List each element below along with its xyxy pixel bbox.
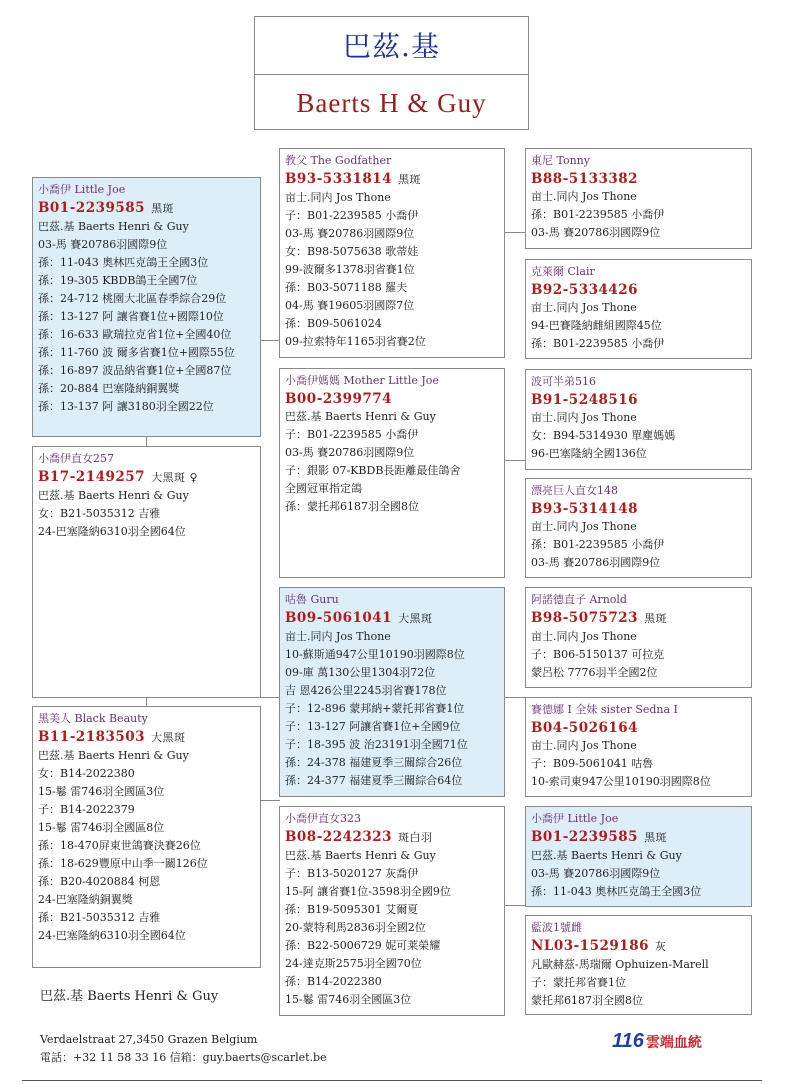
pedigree-line: 孫：B21-5035312 吉雅 — [38, 911, 161, 924]
ring-number-text: B01-2239585 — [38, 200, 146, 216]
pedigree-line: 孫：11-043 奧林匹克鴿王全國3位 — [38, 256, 209, 269]
pedigree-line: 孫：18-470屏東世鴿賽決賽26位 — [38, 839, 201, 852]
color-note: 灰 — [654, 940, 667, 953]
ring-number-text: B01-2239585 — [531, 829, 639, 845]
pedigree-line: 巴茲.基 Baerts Henri & Guy — [285, 410, 436, 423]
pedigree-line: 03-馬 賽20786羽國際9位 — [531, 226, 661, 239]
connector — [505, 905, 525, 906]
pedigree-line: 03-馬 賽20786羽國際9位 — [38, 238, 168, 251]
ring-number-text: B88-5133382 — [531, 171, 639, 187]
address-line: Verdaelstraat 27,3450 Grazen Belgium — [40, 1033, 258, 1046]
pedigree-line: 子：B01-2239585 小喬伊 — [285, 428, 419, 441]
bird-name: 小喬伊 Little Joe — [531, 812, 619, 825]
pedigree-line: 孫：11-043 奧林匹克鴿王全國3位 — [531, 885, 702, 898]
pedigree-line: 亩士.同内 Jos Thone — [531, 739, 637, 752]
pedigree-line: 吉 恩426公里2245羽省賽178位 — [285, 684, 447, 697]
pedigree-line: 亩士.同内 Jos Thone — [531, 411, 637, 424]
pedigree-box-dam — [279, 368, 505, 578]
pedigree-line: 孫：B01-2239585 小喬伊 — [531, 208, 665, 221]
logo-text: 雲端血統 — [645, 1034, 702, 1050]
brand-logo — [612, 1030, 722, 1056]
pedigree-line: 15-鬈 雷746羽全國區3位 — [38, 785, 165, 798]
pedigree-line: 03-馬 賽20786羽國際9位 — [285, 227, 415, 240]
pedigree-line: 99-波爾多1378羽省賽1位 — [285, 263, 415, 276]
pedigree-line: 孫：B03-5071188 羅夫 — [285, 281, 408, 294]
pedigree-line: 10-蘇斯通947公里10190羽國際8位 — [285, 648, 465, 661]
pedigree-line: 孫：16-633 歐瑞拉克省1位+全國40位 — [38, 328, 232, 341]
pedigree-line: 15-阿 讓省賽1位-3598羽全國9位 — [285, 885, 451, 898]
bird-name: 小喬伊直女257 — [38, 452, 114, 465]
bird-name: 東尼 Tonny — [531, 154, 590, 167]
pedigree-line: 巴茲.基 Baerts Henri & Guy — [285, 849, 436, 862]
color-note: 黑斑 — [644, 612, 668, 625]
pedigree-line: 子：B01-2239585 小喬伊 — [285, 209, 419, 222]
pedigree-line: 子：18-395 波 治23191羽全國71位 — [285, 738, 468, 751]
connector — [260, 697, 280, 698]
bird-name: 漂亮巨人直女148 — [531, 484, 618, 497]
color-note: 黑斑 — [398, 173, 422, 186]
color-note: 黑斑 — [644, 831, 668, 844]
ring-number — [531, 391, 747, 409]
ring-number — [285, 609, 500, 628]
color-note: 大黑斑 — [398, 612, 433, 625]
ring-number — [531, 719, 747, 737]
pedigree-line: 女：B21-5035312 吉雅 — [38, 507, 161, 520]
ring-number — [531, 828, 747, 847]
logo-number: 116 — [612, 1030, 644, 1052]
bird-name: 黑美人 Black Beauty — [38, 712, 148, 725]
bird-name: 小喬伊直女323 — [285, 812, 361, 825]
ring-number-text: B09-5061041 — [285, 610, 393, 626]
pedigree-line: 孫：蒙托邦6187羽全國8位 — [285, 500, 419, 513]
pedigree-line: 亩士.同内 Jos Thone — [531, 301, 637, 314]
ring-number-text: B93-5314148 — [531, 501, 639, 517]
pedigree-line: 孫：B22-5006729 妮可莱榮耀 — [285, 939, 441, 952]
bird-name: 阿諾德直子 Arnold — [531, 593, 627, 606]
pedigree-line: 全國冠軍指定鴿 — [285, 482, 362, 495]
connector — [505, 697, 525, 698]
pedigree-line: 亩士.同内 Jos Thone — [285, 630, 391, 643]
pedigree-line: 孫：11-760 波 爾多省賽1位+國際55位 — [38, 346, 235, 359]
ring-number — [531, 500, 747, 518]
pedigree-line: 巴茲.基 Baerts Henri & Guy — [38, 220, 189, 233]
owner-label: 巴茲.基 Baerts Henri & Guy — [40, 989, 219, 1004]
ring-number-text: B04-5026164 — [531, 720, 639, 736]
color-note: 大黑斑 — [151, 731, 186, 744]
pedigree-line: 孫：16-897 波品納省賽1位+全國87位 — [38, 364, 232, 377]
pedigree-line: 96-巴塞隆納全國136位 — [531, 447, 647, 460]
color-note: 斑白羽 — [398, 831, 433, 844]
address-block — [40, 1031, 327, 1067]
pedigree-box-sire-sire — [525, 148, 752, 249]
ring-number-text: B00-2399774 — [285, 391, 393, 407]
pedigree-line: 女：B98-5075638 歌蒂娃 — [285, 245, 419, 258]
pedigree-line: 孫：13-137 阿 讓3180羽全國22位 — [38, 400, 214, 413]
ring-number — [531, 170, 747, 188]
ring-number — [285, 390, 500, 408]
bird-name: 克萊爾 Clair — [531, 265, 595, 278]
pedigree-box-black-beauty — [32, 706, 261, 968]
ring-number — [38, 468, 256, 487]
pedigree-line: 亩士.同内 Jos Thone — [531, 630, 637, 643]
divider — [22, 1080, 762, 1081]
ring-number-text: B91-5248516 — [531, 392, 639, 408]
pedigree-box-dam-dam — [525, 478, 752, 578]
pedigree-line: 孫：B01-2239585 小喬伊 — [531, 538, 665, 551]
pedigree-box-dam-sire — [525, 369, 752, 470]
ring-number-text: B17-2149257 — [38, 469, 146, 485]
ring-number-text: B92-5334426 — [531, 282, 639, 298]
ring-number — [531, 281, 747, 299]
pedigree-box-sire — [279, 148, 505, 358]
ring-number — [38, 199, 256, 218]
pedigree-line: 孫：B19-5095301 艾爾夏 — [285, 903, 419, 916]
ring-number — [38, 728, 256, 747]
ring-number — [531, 937, 747, 956]
pedigree-line: 孫：B01-2239585 小喬伊 — [531, 337, 665, 350]
color-note: 黑斑 — [151, 202, 175, 215]
pedigree-line: 蒙呂松 7776羽半全國2位 — [531, 666, 658, 679]
title-box — [254, 16, 529, 130]
pedigree-box-guru — [279, 587, 505, 797]
title-english: Baerts H & Guy — [296, 88, 487, 118]
pedigree-line: 孫：24-712 桃園大北區春季綜合29位 — [38, 292, 227, 305]
pedigree-line: 子：B13-5020127 灰喬伊 — [285, 867, 419, 880]
pedigree-box-sire-dam — [525, 259, 752, 359]
pedigree-line: 子：銀影 07-KBDB長距離最佳鴿舍 — [285, 464, 461, 477]
pedigree-line: 孫：13-127 阿 讓省賽1位+國際10位 — [38, 310, 224, 323]
connector — [505, 232, 525, 233]
pedigree-line: 09-拉索特年1165羽省賽2位 — [285, 335, 426, 348]
bird-name: 賽德娜 I 全妹 sister Sedna I — [531, 703, 678, 716]
pedigree-line: 09-庫 萬130公里1304羽72位 — [285, 666, 436, 679]
pedigree-line: 凡歐赫茲-馬瑞爾 Ophuizen-Marell — [531, 958, 709, 971]
pedigree-line: 亩士.同内 Jos Thone — [531, 190, 637, 203]
pedigree-line: 子：蒙托邦省賽1位 — [531, 976, 626, 989]
pedigree-line: 24-巴塞隆納銅翼獎 — [38, 893, 133, 906]
pedigree-box-arnold — [525, 587, 752, 688]
pedigree-line: 24-達克斯2575羽全國70位 — [285, 957, 422, 970]
bird-name: 波可半弟516 — [531, 375, 596, 388]
bird-name: 藍波1號雌 — [531, 921, 582, 934]
pedigree-line: 03-馬 賽20786羽國際9位 — [285, 446, 415, 459]
ring-number-text: B98-5075723 — [531, 610, 639, 626]
ring-number-text: B11-2183503 — [38, 729, 146, 745]
pedigree-line: 子：B09-5061041 咕魯 — [531, 757, 654, 770]
pedigree-line: 子：B14-2022379 — [38, 803, 135, 816]
pedigree-line: 24-巴塞隆納6310羽全國64位 — [38, 525, 186, 538]
connector — [260, 340, 280, 341]
pedigree-line: 亩士.同内 Jos Thone — [285, 191, 391, 204]
pedigree-line: 子：13-127 阿讓省賽1位+全國9位 — [285, 720, 461, 733]
pedigree-line: 10-索司東947公里10190羽國際8位 — [531, 775, 711, 788]
ring-number — [285, 170, 500, 189]
pedigree-line: 94-巴賽隆納雌組國際45位 — [531, 319, 662, 332]
pedigree-line: 亩士.同内 Jos Thone — [531, 520, 637, 533]
pedigree-line: 15-鬈 雷746羽全國區3位 — [285, 993, 412, 1006]
ring-number-text: B08-2242323 — [285, 829, 393, 845]
pedigree-box-sedna — [525, 697, 752, 797]
bird-name: 教父 The Godfather — [285, 154, 392, 167]
pedigree-line: 15-鬈 雷746羽全國區8位 — [38, 821, 165, 834]
pedigree-line: 孫：24-378 福建夏季三關綜合26位 — [285, 756, 463, 769]
pedigree-line: 女：B14-2022380 — [38, 767, 135, 780]
ring-number — [285, 828, 500, 847]
contact-line: 電話：+32 11 58 33 16 信箱：guy.baerts@scarlet.be — [40, 1051, 327, 1064]
pedigree-box-mate — [32, 446, 261, 698]
pedigree-line: 孫：B09-5061024 — [285, 317, 382, 330]
color-note: 大黑斑 ♀ — [151, 471, 199, 484]
pedigree-line: 子：B06-5150137 可拉克 — [531, 648, 665, 661]
pedigree-line: 03-馬 賽20786羽國際9位 — [531, 556, 661, 569]
pedigree-line: 巴茲.基 Baerts Henri & Guy — [531, 849, 682, 862]
pedigree-line: 巴茲.基 Baerts Henri & Guy — [38, 489, 189, 502]
ring-number-text: B93-5331814 — [285, 171, 393, 187]
pedigree-line: 巴茲.基 Baerts Henri & Guy — [38, 749, 189, 762]
pedigree-line: 04-馬 賽19605羽國際7位 — [285, 299, 415, 312]
pedigree-line: 孫：24-377 福建夏季三關綜合64位 — [285, 774, 463, 787]
pedigree-line: 孫：B14-2022380 — [285, 975, 382, 988]
bird-name: 咕魯 Guru — [285, 593, 339, 606]
pedigree-line: 03-馬 賽20786羽國際9位 — [531, 867, 661, 880]
pedigree-box-little-joe-2 — [525, 806, 752, 907]
title-chinese: 巴茲.基 — [255, 17, 528, 75]
pedigree-line: 孫：18-629豐原中山季一關126位 — [38, 857, 208, 870]
connector — [260, 800, 280, 801]
bird-name: 小喬伊媽媽 Mother Little Joe — [285, 374, 439, 387]
pedigree-box-daughter-323 — [279, 806, 505, 1016]
ring-number-text: NL03-1529186 — [531, 938, 649, 954]
pedigree-box-subject — [32, 177, 261, 437]
pedigree-line: 女：B94-5314930 單塵媽媽 — [531, 429, 676, 442]
pedigree-line: 子：12-896 蒙邦納+蒙托邦省賽1位 — [285, 702, 465, 715]
pedigree-line: 孫：20-884 巴塞隆納銅翼獎 — [38, 382, 180, 395]
pedigree-line: 孫：B20-4020884 柯恩 — [38, 875, 161, 888]
pedigree-line: 蒙托邦6187羽全國8位 — [531, 994, 643, 1007]
pedigree-line: 20-蒙特利馬2836羽全國2位 — [285, 921, 426, 934]
pedigree-box-blue-wave — [525, 915, 752, 1015]
bird-name: 小喬伊 Little Joe — [38, 183, 126, 196]
connector — [505, 460, 525, 461]
pedigree-line: 孫：19-305 KBDB鴿王全國7位 — [38, 274, 198, 287]
pedigree-line: 24-巴塞隆納6310羽全國64位 — [38, 929, 186, 942]
ring-number — [531, 609, 747, 628]
